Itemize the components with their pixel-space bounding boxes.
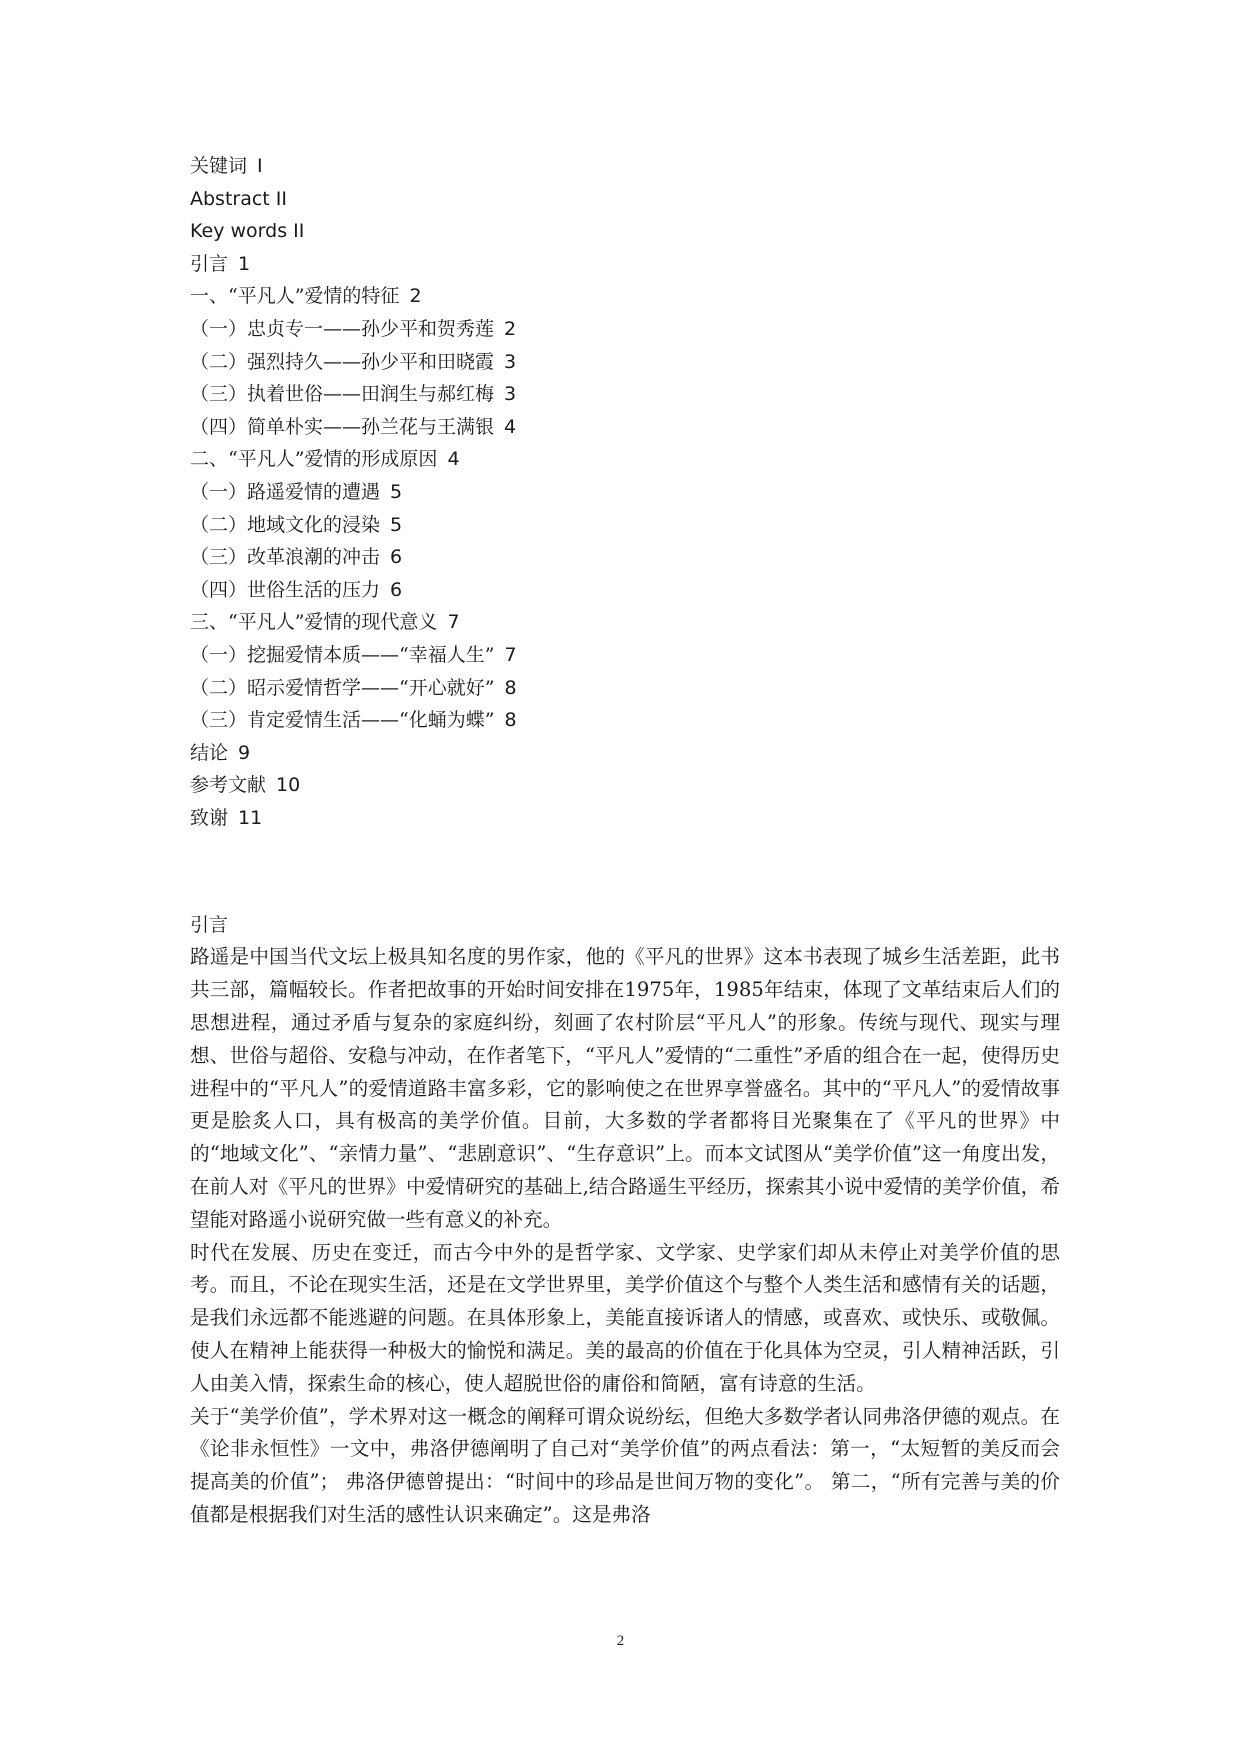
toc-entry[interactable] (190, 802, 1060, 835)
toc-entry[interactable] (190, 313, 1060, 346)
toc-entry[interactable] (190, 509, 1060, 542)
toc-entry[interactable] (190, 346, 1060, 379)
toc-page: 8 (504, 709, 517, 732)
toc-title: （四）简单朴实——孙兰花与王满银 (190, 415, 495, 438)
toc-title: 结论 (190, 741, 229, 764)
toc-page: 11 (238, 806, 263, 829)
toc-title: 关键词 (190, 155, 248, 177)
toc-entry[interactable] (190, 280, 1060, 313)
toc-page: II (293, 220, 305, 243)
toc-entry[interactable] (190, 411, 1060, 444)
toc-page: I (257, 155, 263, 177)
toc-title: 二、“平凡人”爱情的形成原因 (190, 448, 438, 471)
toc-entry[interactable] (190, 574, 1060, 607)
toc-title: （二）强烈持久——孙少平和田晓霞 (190, 350, 495, 373)
toc-title: （三）执着世俗——田润生与郝红梅 (190, 383, 495, 406)
toc-page: 3 (504, 383, 517, 406)
toc-page: 1 (238, 252, 251, 275)
toc-page: 5 (390, 513, 403, 536)
toc-entry[interactable] (190, 183, 1060, 216)
toc-entry[interactable] (190, 769, 1060, 802)
toc-title: 参考文献 (190, 774, 267, 797)
toc-title: 引言 (190, 252, 229, 275)
toc-entry[interactable] (190, 639, 1060, 672)
toc-entry[interactable] (190, 476, 1060, 509)
toc-page: 9 (238, 741, 251, 764)
table-of-contents (190, 150, 1060, 834)
toc-title: Key words (190, 220, 288, 243)
toc-title: Abstract (190, 187, 270, 210)
toc-title: （三）肯定爱情生活——“化蛹为蝶” (190, 709, 495, 732)
toc-page: 4 (447, 448, 460, 471)
toc-title: （一）挖掘爱情本质——“幸福人生” (190, 643, 495, 666)
toc-title: 致谢 (190, 806, 229, 829)
toc-title: （一）忠贞专一——孙少平和贺秀莲 (190, 317, 495, 340)
toc-title: （一）路遥爱情的遭遇 (190, 480, 381, 503)
toc-entry[interactable] (190, 215, 1060, 248)
body-paragraph: 关于“美学价值”，学术界对这一概念的阐释可谓众说纷纭，但绝大多数学者认同弗洛伊德的观点。在《论非永恒性》一文中，弗洛伊德阐明了自己对“美学价值”的两点看法：第一，“太短暂的美反而会提高美的价值”； 弗洛伊德曾提出：“时间中的珍品是世间万物的变化”。 第二，“所有完善与美的价值都是根据我们对生活的感性认识来确定”。这是弗洛 (190, 1404, 1060, 1527)
toc-title: （三）改革浪潮的冲击 (190, 546, 381, 569)
toc-page: 2 (409, 285, 422, 308)
toc-title: （四）世俗生活的压力 (190, 578, 381, 601)
toc-title: （二）昭示爱情哲学——“开心就好” (190, 676, 495, 699)
page-number: 2 (616, 1633, 625, 1649)
toc-title: 三、“平凡人”爱情的现代意义 (190, 611, 438, 634)
toc-entry[interactable] (190, 150, 1060, 183)
toc-page: 6 (390, 578, 403, 601)
toc-page: 7 (504, 643, 517, 666)
toc-page: 7 (447, 611, 460, 634)
toc-page: 2 (504, 317, 517, 340)
toc-page: 3 (504, 350, 517, 373)
toc-entry[interactable] (190, 672, 1060, 705)
toc-page: 10 (276, 774, 301, 797)
toc-page: 8 (504, 676, 517, 699)
toc-title: 一、“平凡人”爱情的特征 (190, 285, 400, 308)
toc-page: II (275, 187, 287, 210)
toc-title: （二）地域文化的浸染 (190, 513, 381, 536)
toc-page: 6 (390, 546, 403, 569)
toc-entry[interactable] (190, 704, 1060, 737)
body-paragraph: 路遥是中国当代文坛上极具知名度的男作家，他的《平凡的世界》这本书表现了城乡生活差距，此书共三部，篇幅较长。作者把故事的开始时间安排在1975年，1985年结束，体现了文革结束后人们的思想进程，通过矛盾与复杂的家庭纠纷，刻画了农村阶层“平凡人”的形象。传统与现代、现实与理想、世俗与超俗、安稳与冲动，在作者笔下，“平凡人”爱情的“二重性”矛盾的组合在一起，使得历史进程中的“平凡人”的爱情道路丰富多彩，它的影响使之在世界享誉盛名。其中的“平凡人”的爱情故事更是脍炙人口，具有极高的美学价值。目前，大多数的学者都将目光聚集在了《平凡的世界》中的“地域文化”、“亲情力量”、“悲剧意识”、“生存意识”上。而本文试图从“美学价值”这一角度出发，在前人对《平凡的世界》中爱情研究的基础上,结合路遥生平经历，探索其小说中爱情的美学价值，希望能对路遥小说研究做一些有意义的补充。 (190, 945, 1060, 1231)
toc-entry[interactable] (190, 378, 1060, 411)
section-heading: 引言 (190, 914, 229, 937)
toc-page: 5 (390, 480, 403, 503)
toc-entry[interactable] (190, 248, 1060, 281)
toc-entry[interactable] (190, 443, 1060, 476)
document-page (190, 150, 1060, 1532)
toc-entry[interactable] (190, 541, 1060, 574)
toc-page: 4 (504, 415, 517, 438)
toc-entry[interactable] (190, 606, 1060, 639)
body-paragraph: 时代在发展、历史在变迁，而古今中外的是哲学家、文学家、史学家们却从未停止对美学价值的思考。而且，不论在现实生活，还是在文学世界里，美学价值这个与整个人类生活和感情有关的话题，是我们永远都不能逃避的问题。在具体形象上，美能直接诉诸人的情感，或喜欢、或快乐、或敬佩。使人在精神上能获得一种极大的愉悦和满足。美的最高的价值在于化具体为空灵，引人精神活跃，引人由美入情，探索生命的核心，使人超脱世俗的庸俗和简陋，富有诗意的生活。 (190, 1240, 1060, 1395)
toc-entry[interactable] (190, 737, 1060, 770)
